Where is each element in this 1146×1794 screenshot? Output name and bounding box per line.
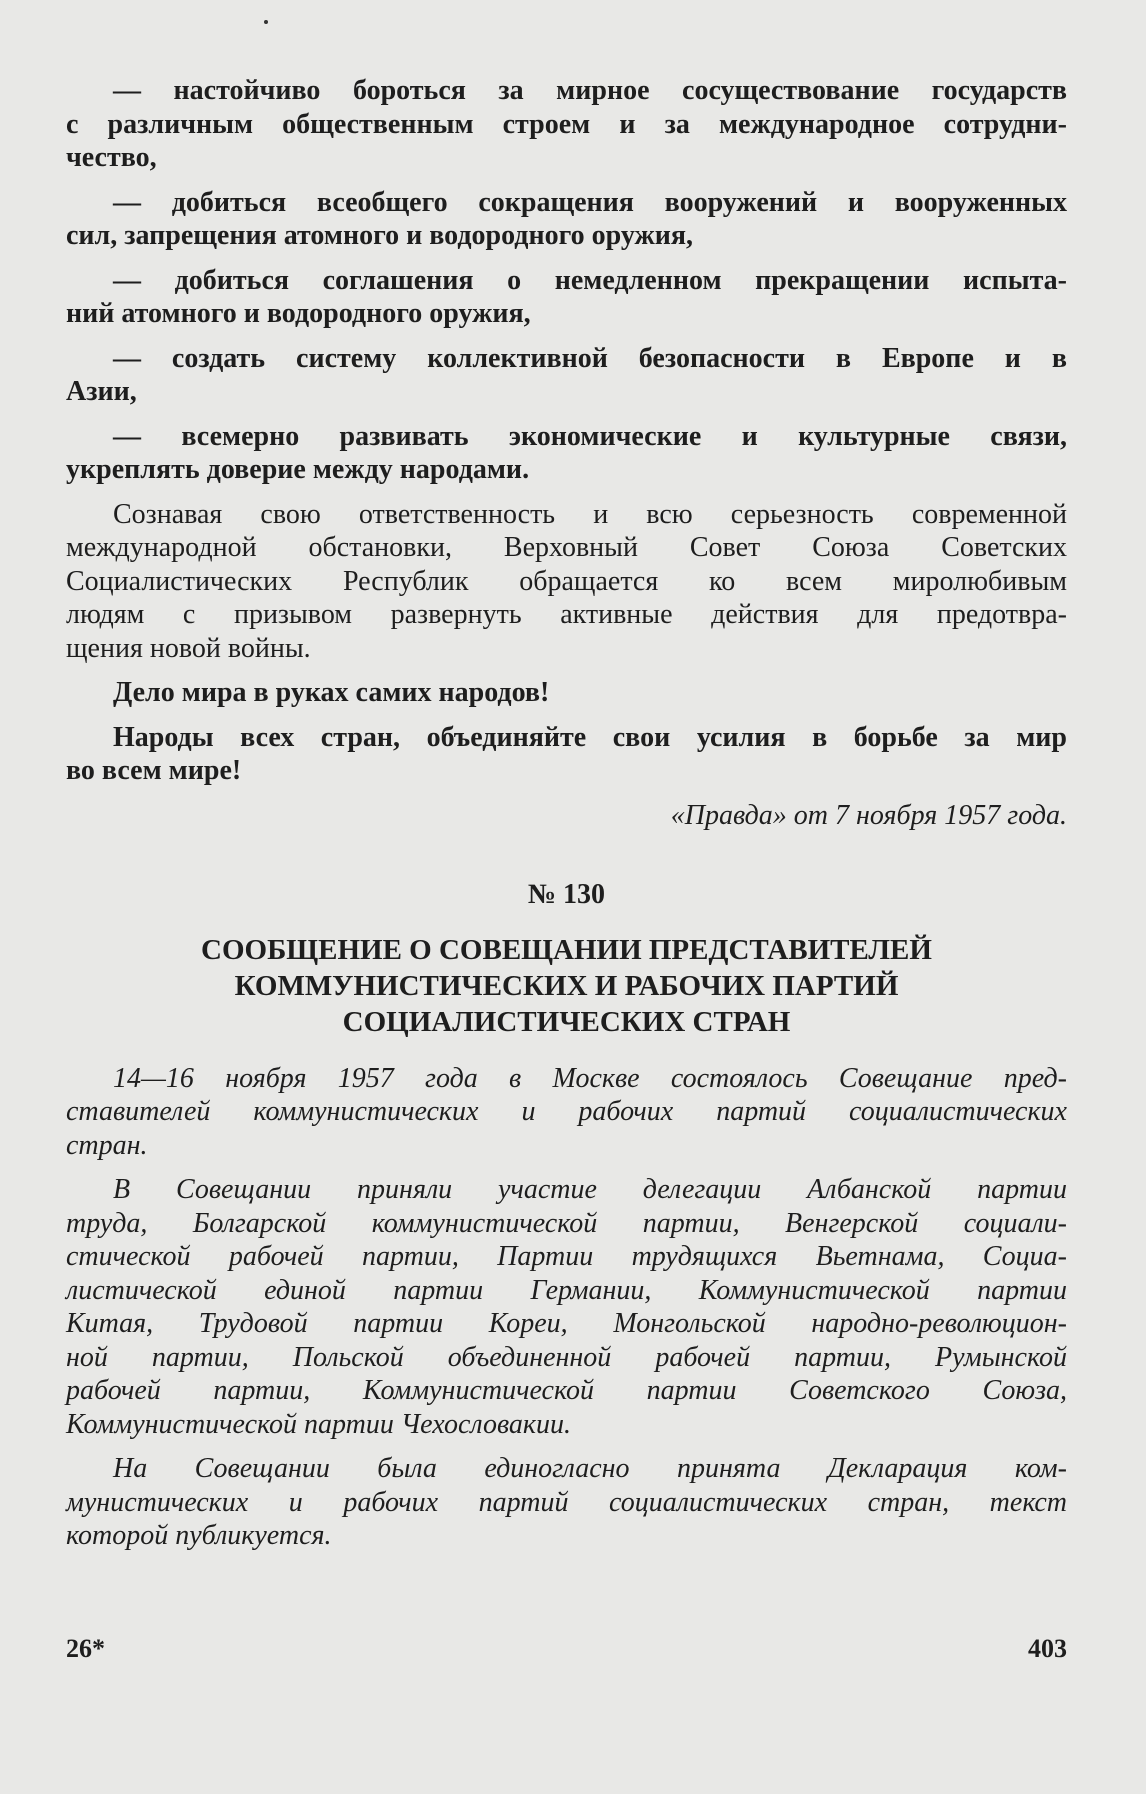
text-line: ной партии, Польской объединенной рабочей партии, Румынской bbox=[66, 1341, 1067, 1373]
text-line: — всемерно развивать экономические и культурные связи, bbox=[113, 420, 1067, 452]
text-line: международной обстановки, Верховный Совет Союза Советских bbox=[66, 532, 1067, 563]
text-line: людям с призывом развернуть активные действия для предотвра- bbox=[66, 599, 1067, 630]
text-line: В Совещании приняли участие делегации Албанской партии bbox=[113, 1174, 1067, 1205]
text-line: которой публикуется. bbox=[66, 1520, 332, 1551]
text-line: во всем мире! bbox=[66, 755, 242, 786]
text-line: 14—16 ноября 1957 года в Москве состоялось Совещание пред- bbox=[113, 1062, 1067, 1094]
text-line: сил, запрещения атомного и водородного оружия, bbox=[66, 220, 694, 251]
text-line: Китая, Трудовой партии Кореи, Монгольской народно-революцион- bbox=[66, 1308, 1067, 1339]
text-line: Коммунистической партии Чехословакии. bbox=[66, 1408, 572, 1440]
document-title bbox=[66, 932, 1067, 1040]
paragraph bbox=[66, 1173, 1067, 1441]
text-line: КОММУНИСТИЧЕСКИХ И РАБОЧИХ ПАРТИЙ bbox=[234, 969, 899, 1002]
paragraph bbox=[66, 721, 1067, 788]
signature-mark: 26* bbox=[66, 1634, 105, 1663]
text-line: стической рабочей партии, Партии трудящихся Вьетнама, Социа- bbox=[66, 1241, 1067, 1272]
document-number bbox=[66, 878, 1067, 912]
text-line: Дело мира в руках самих народов! bbox=[113, 677, 550, 708]
paragraph bbox=[66, 264, 1067, 331]
paragraph bbox=[66, 498, 1067, 666]
text-line: укреплять доверие между народами. bbox=[66, 454, 530, 485]
text-line: Азии, bbox=[66, 376, 137, 407]
paragraph bbox=[66, 74, 1067, 175]
paragraph bbox=[66, 1452, 1067, 1553]
text-line: чество, bbox=[66, 142, 157, 173]
text-line: ставителей коммунистических и рабочих партий социалистических bbox=[66, 1096, 1067, 1127]
text-line: — добиться всеобщего сокращения вооружений и вооруженных bbox=[113, 186, 1067, 218]
paragraph bbox=[66, 342, 1067, 409]
text-line: Сознавая свою ответственность и всю серьезность современной bbox=[113, 498, 1067, 530]
paragraph bbox=[66, 186, 1067, 253]
text-line: — настойчиво бороться за мирное сосуществование государств bbox=[113, 75, 1067, 106]
text-line: — добиться соглашения о немедленном прекращении испыта- bbox=[113, 264, 1067, 296]
text-line: Народы всех стран, объединяйте свои усилия в борьбе за мир bbox=[113, 721, 1067, 753]
text-line: стран. bbox=[66, 1129, 148, 1161]
text-line: рабочей партии, Коммунистической партии Советского Союза, bbox=[66, 1375, 1067, 1406]
paragraph bbox=[66, 676, 1067, 710]
text-line: № 130 bbox=[527, 879, 606, 910]
source-citation bbox=[66, 799, 1067, 833]
paragraph bbox=[66, 1062, 1067, 1163]
text-line: щения новой войны. bbox=[66, 632, 311, 664]
text-line: листической единой партии Германии, Коммунистической партии bbox=[66, 1274, 1067, 1306]
page-number: 403 bbox=[1028, 1634, 1067, 1663]
text-line: с различным общественным строем и за международное сотрудни- bbox=[66, 108, 1067, 140]
text-line: — создать систему коллективной безопасности в Европе и в bbox=[113, 342, 1067, 374]
text-line: ний атомного и водородного оружия, bbox=[66, 298, 531, 329]
text-line: Социалистических Республик обращается ко всем миролюбивым bbox=[66, 565, 1067, 597]
text-line: На Совещании была единогласно принята Декларация ком- bbox=[113, 1453, 1067, 1484]
text-line: труда, Болгарской коммунистической партии, Венгерской социали- bbox=[66, 1207, 1067, 1239]
text-line: мунистических и рабочих партий социалистических стран, текст bbox=[66, 1486, 1067, 1518]
text-line: СОЦИАЛИСТИЧЕСКИХ СТРАН bbox=[342, 1005, 791, 1038]
print-speck bbox=[264, 20, 268, 24]
document-body bbox=[66, 74, 1067, 1564]
text-line: «Правда» от 7 ноября 1957 года. bbox=[670, 799, 1067, 831]
paragraph bbox=[66, 420, 1067, 487]
text-line: СООБЩЕНИЕ О СОВЕЩАНИИ ПРЕДСТАВИТЕЛЕЙ bbox=[201, 933, 932, 966]
